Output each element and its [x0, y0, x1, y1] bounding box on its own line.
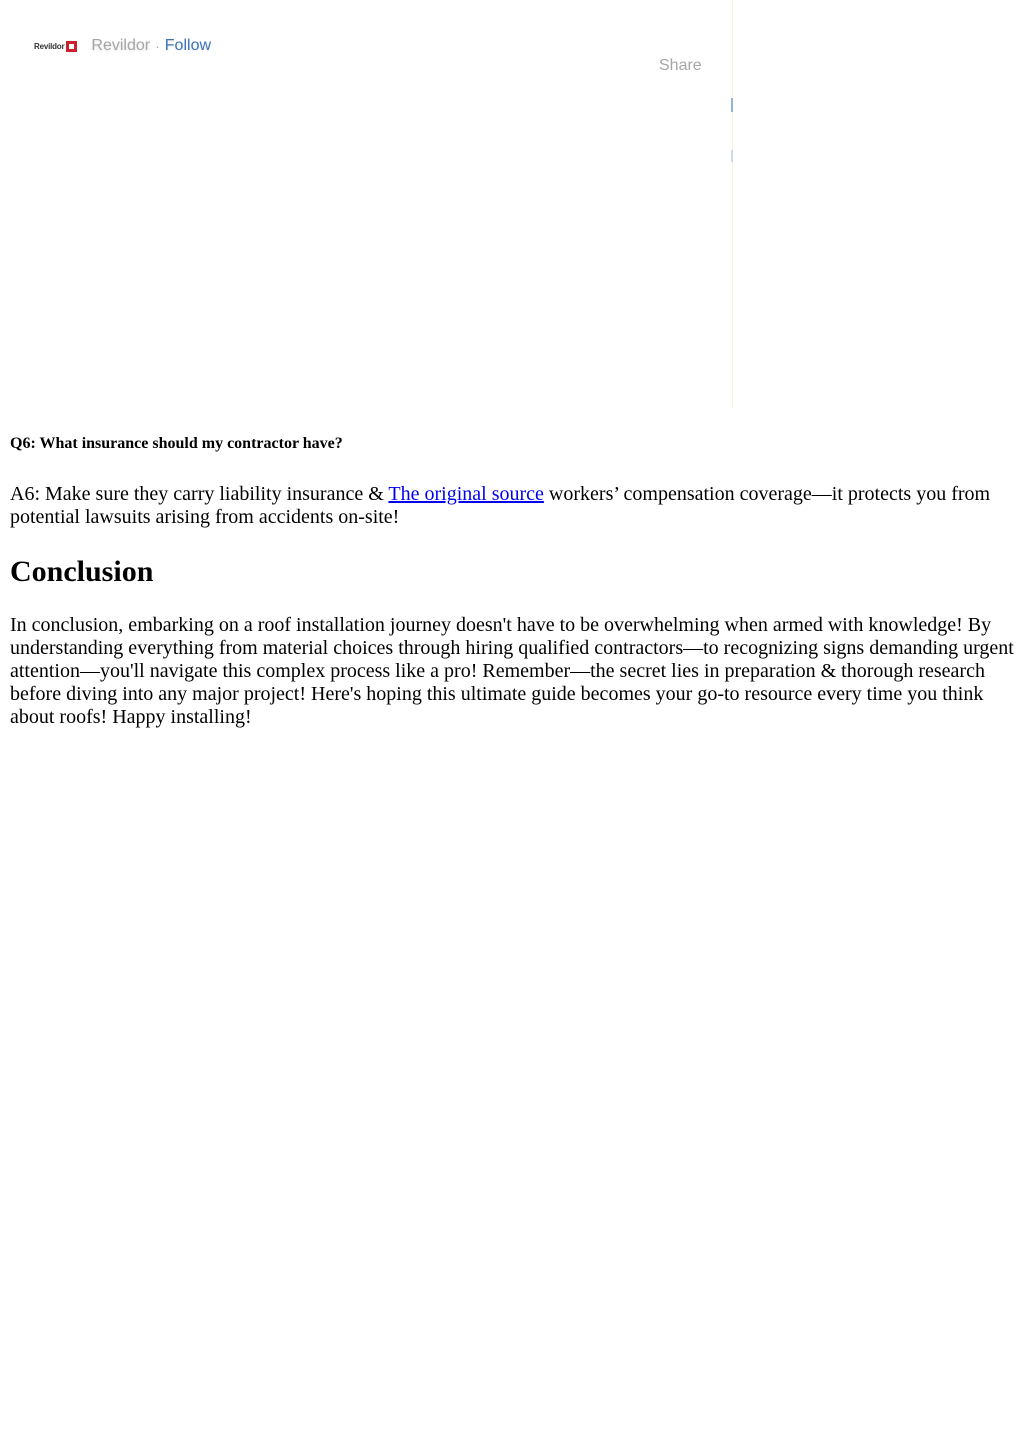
revildor-logo[interactable]	[34, 41, 77, 52]
follow-button[interactable]: Follow	[164, 37, 212, 54]
original-source-link[interactable]: The original source	[388, 483, 544, 505]
divider-marker	[731, 150, 733, 162]
faq-answer	[10, 483, 1016, 529]
faq-question: Q6: What insurance should my contractor have?	[10, 435, 343, 452]
embedded-presentation	[0, 0, 734, 408]
answer-text-end: workers’ compensation coverage—it protects you from potential lawsuits arising from accidents on-site!	[10, 483, 991, 528]
author-name[interactable]: Revildor	[91, 37, 151, 54]
logo-mark-icon	[66, 41, 77, 52]
share-button[interactable]: Share	[659, 57, 702, 74]
conclusion-paragraph: In conclusion, embarking on a roof installation journey doesn't have to be overwhelming when armed with knowledge! By understanding everything from material choices through hiring qualified contractors—to recognizing signs demanding urgent attention—you'll navigate this complex process like a pro! Remember—the secret lies in preparation & thorough research before diving into any major project! Here's hoping this ultimate guide becomes your go-to resource every time you think about roofs! Happy installing!	[10, 614, 1014, 728]
article-content	[10, 434, 1016, 729]
author-bar	[34, 36, 211, 56]
embed-divider	[732, 0, 733, 408]
divider-marker	[731, 98, 733, 112]
separator-dot: ·	[155, 38, 160, 54]
logo-text: Revildor	[34, 41, 65, 51]
conclusion-heading: Conclusion	[10, 555, 154, 588]
answer-text-start: A6: Make sure they carry liability insurance &	[10, 483, 389, 505]
